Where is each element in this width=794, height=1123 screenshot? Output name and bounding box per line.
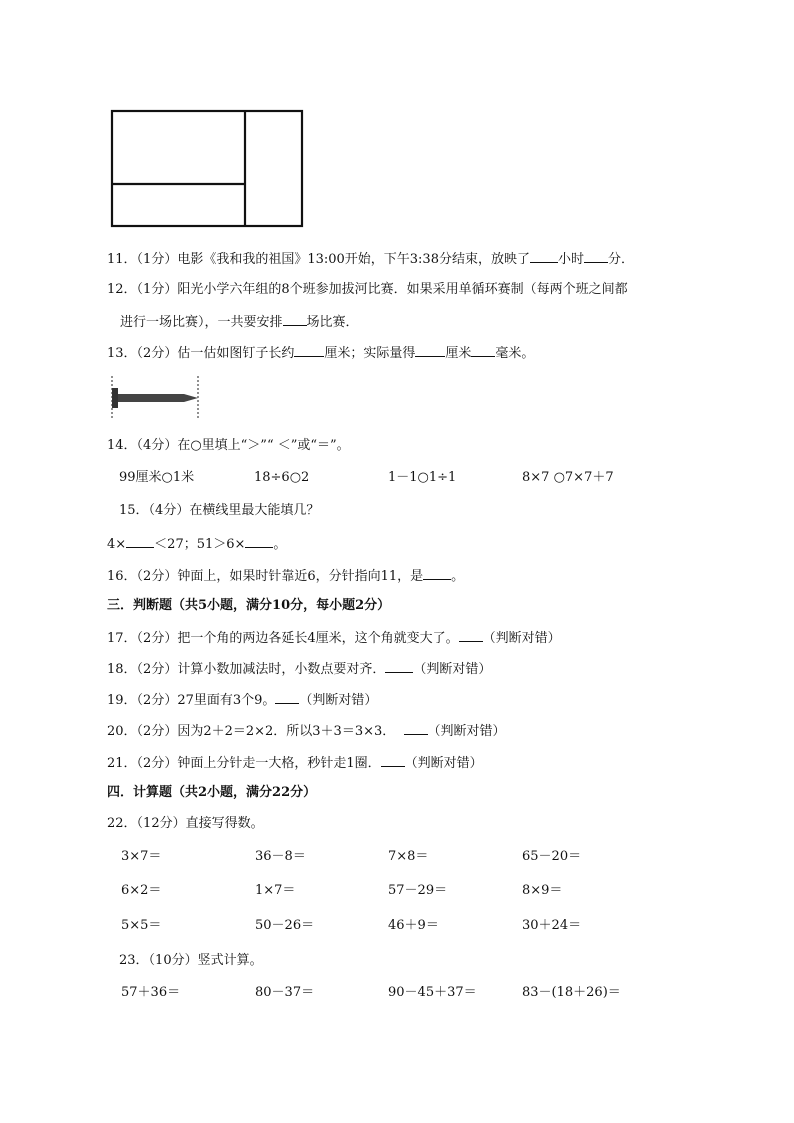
q13-cm-blank[interactable] bbox=[415, 344, 445, 357]
q20-blank[interactable] bbox=[404, 722, 428, 735]
q17-blank[interactable] bbox=[459, 629, 483, 642]
q19-tail: （判断对错） bbox=[299, 693, 378, 708]
q21-blank[interactable] bbox=[381, 754, 405, 767]
q21-text: 21．（2分）钟面上分针走一大格，秒针走1圈． bbox=[107, 756, 381, 771]
q22-r1-c2: 36－8＝ bbox=[255, 849, 306, 864]
q12-line2-suffix: 场比赛． bbox=[306, 315, 359, 330]
q22-r1-c4: 65－20＝ bbox=[522, 849, 582, 864]
question-21 bbox=[107, 754, 483, 772]
q23-c1: 57＋36＝ bbox=[121, 985, 181, 1000]
question-17 bbox=[107, 629, 561, 647]
q21-tail: （判断对错） bbox=[404, 756, 483, 771]
q15-blank-1[interactable] bbox=[126, 535, 154, 548]
q22-r2-c3: 57－29＝ bbox=[388, 883, 448, 898]
question-20 bbox=[107, 722, 506, 740]
q22-r1-c3: 7×8＝ bbox=[388, 849, 429, 864]
q22-r2-c1: 6×2＝ bbox=[121, 883, 162, 898]
question-13 bbox=[107, 344, 534, 362]
q22-r2-c2: 1×7＝ bbox=[255, 883, 296, 898]
q23-c4: 83－(18＋26)＝ bbox=[522, 985, 621, 1000]
q23-c3: 90－45＋37＝ bbox=[388, 985, 477, 1000]
q13-mm-blank[interactable] bbox=[471, 344, 495, 357]
q11-prefix: 11．（1分）电影《我和我的祖国》13:00开始，下午3:38分结束，放映了 bbox=[107, 252, 530, 267]
q14-item-4: 8×7 ○7×7＋7 bbox=[522, 470, 614, 485]
question-15-body bbox=[107, 535, 286, 553]
section-3-heading: 三．判断题（共5小题，满分10分，每小题2分） bbox=[107, 598, 391, 613]
question-18 bbox=[107, 660, 491, 678]
q11-minutes-blank[interactable] bbox=[584, 250, 608, 263]
q14-item-1: 99厘米○1米 bbox=[119, 470, 195, 485]
q16-prefix: 16．（2分）钟面上，如果时针靠近6，分针指向11，是 bbox=[107, 569, 424, 584]
q13-u3: 毫米。 bbox=[495, 346, 535, 361]
q14-item-2: 18÷6○2 bbox=[254, 470, 310, 485]
q20-tail: （判断对错） bbox=[427, 724, 506, 739]
question-12-line2 bbox=[120, 313, 359, 331]
q22-r2-c4: 8×9＝ bbox=[522, 883, 563, 898]
q18-text: 18．（2分）计算小数加减法时，小数点要对齐． bbox=[107, 662, 386, 677]
q22-r3-c3: 46＋9＝ bbox=[388, 918, 439, 933]
q15-p2: ＜27；51＞6× bbox=[154, 537, 246, 552]
question-12-line1: 12．（1分）阳光小学六年组的8个班参加拔河比赛．如果采用单循环赛制（每两个班之间都 bbox=[107, 282, 628, 297]
rectangle-division-figure bbox=[0, 0, 794, 230]
question-11 bbox=[107, 250, 634, 268]
q22-r3-c4: 30＋24＝ bbox=[522, 918, 582, 933]
q19-text: 19．（2分）27里面有3个9。 bbox=[107, 693, 276, 708]
q11-mid: 小时 bbox=[557, 252, 584, 267]
q12-line2-prefix: 进行一场比赛），一共要安排 bbox=[120, 315, 283, 330]
q17-text: 17．（2分）把一个角的两边各延长4厘米，这个角就变大了。 bbox=[107, 631, 459, 646]
question-19 bbox=[107, 691, 377, 709]
q22-r3-c1: 5×5＝ bbox=[121, 918, 162, 933]
q12-blank[interactable] bbox=[283, 313, 307, 326]
question-15-title: 15．（4分）在横线里最大能填几？ bbox=[119, 503, 320, 518]
q17-tail: （判断对错） bbox=[482, 631, 561, 646]
q22-r1-c1: 3×7＝ bbox=[121, 849, 162, 864]
q18-blank[interactable] bbox=[385, 660, 413, 673]
section-4-heading: 四．计算题（共2小题，满分22分） bbox=[107, 785, 317, 800]
q14-item-3: 1－1○1÷1 bbox=[388, 470, 457, 485]
question-23-title: 23．（10分）竖式计算。 bbox=[119, 953, 263, 968]
question-22-title: 22．（12分）直接写得数。 bbox=[107, 816, 264, 831]
q13-prefix: 13．（2分）估一估如图钉子长约 bbox=[107, 346, 295, 361]
q16-blank[interactable] bbox=[423, 567, 451, 580]
question-14-title: 14．（4分）在○里填上“＞”“ ＜”或“＝”。 bbox=[107, 438, 350, 453]
q19-blank[interactable] bbox=[275, 691, 299, 704]
q15-p1: 4× bbox=[107, 537, 127, 552]
q13-u2: 厘米 bbox=[445, 346, 472, 361]
nail-figure bbox=[0, 370, 794, 430]
q20-text: 20．（2分）因为2＋2＝2×2．所以3＋3＝3×3． bbox=[107, 724, 396, 739]
q15-blank-2[interactable] bbox=[245, 535, 273, 548]
q11-hours-blank[interactable] bbox=[530, 250, 558, 263]
q18-tail: （判断对错） bbox=[413, 662, 492, 677]
q22-r3-c2: 50－26＝ bbox=[255, 918, 315, 933]
question-16 bbox=[107, 567, 464, 585]
q23-c2: 80－37＝ bbox=[255, 985, 315, 1000]
q13-estimate-blank[interactable] bbox=[294, 344, 324, 357]
q15-p3: 。 bbox=[273, 537, 287, 552]
q11-suffix: 分． bbox=[608, 252, 635, 267]
q16-suffix: 。 bbox=[451, 569, 465, 584]
q13-u1: 厘米；实际量得 bbox=[324, 346, 416, 361]
